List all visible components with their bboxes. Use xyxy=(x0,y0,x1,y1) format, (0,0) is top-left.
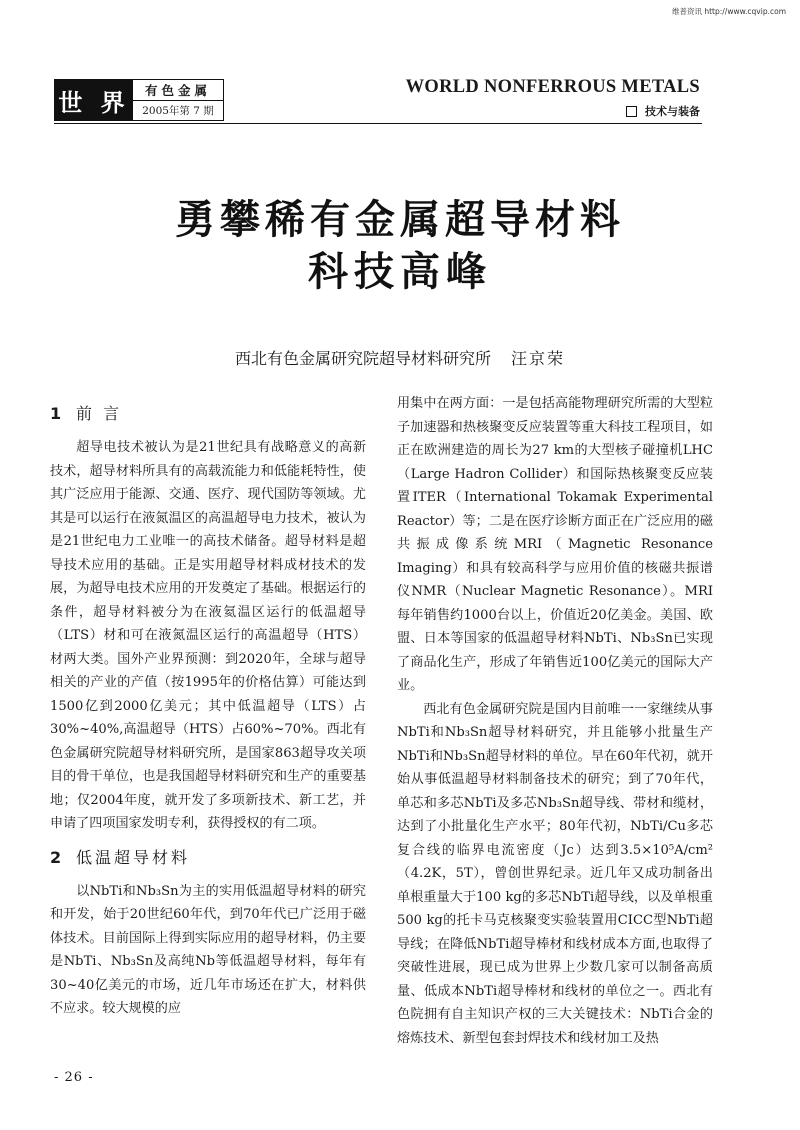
author: 汪京荣 xyxy=(511,349,566,368)
square-icon xyxy=(626,106,637,117)
article-title-line-2: 科技高峰 xyxy=(308,248,492,295)
section-title: 低温超导材料 xyxy=(76,847,191,867)
byline xyxy=(0,346,800,369)
section-number: 1 xyxy=(50,404,62,423)
masthead-info xyxy=(133,80,223,120)
paragraph: 超导电技术被认为是21世纪具有战略意义的高新技术，超导材料所具有的高载流能力和低能耗特性，使其广泛应用于能源、交通、医疗、现代国防等领域。尤其是可以运行在液氮温区的高温超导电力技术，被认为是21世纪电力工业唯一的高技术储备。超导材料是超导技术应用的基础。正是实用超导材料成材技术的发展，为超导电技术应用的开发奠定了基础。根据运行的条件，超导材料被分为在液氦温区运行的低温超导（LTS）材和可在液氮温区运行的高温超导（HTS）材两大类。国外产业界预测：到2020年，全球与超导相关的产业的产值（按1995年的价格估算）可能达到1500亿到2000亿美元；其中低温超导（LTS）占30%~40%,高温超导（HTS）占60%~70%。西北有色金属研究院超导材料研究所，是国家863超导攻关项目的骨干单位，也是我国超导材料研究和生产的重要基地；仅2004年度，就开发了多项新技术、新工艺，并申请了四项国家发明专利，获得授权的有二项。 xyxy=(50,440,366,831)
article-title-line-1: 勇攀稀有金属超导材料 xyxy=(175,196,625,243)
english-journal-title: WORLD NONFERROUS METALS xyxy=(405,77,700,97)
masthead-logo xyxy=(54,79,224,121)
section-number: 2 xyxy=(50,847,62,867)
section-heading xyxy=(50,844,366,872)
paragraph: 以NbTi和Nb₃Sn为主的实用低温超导材料的研究和开发，始于20世纪60年代，到70年代已广泛用于磁体技术。目前国际上得到实际应用的超导材料，仍主要是NbTi、Nb₃Sn及高纯Nb等低温超导材料，每年有30~40亿美元的市场，近几年市场还在扩大，材料供不应求。较大规模的应 xyxy=(50,883,366,1016)
institution: 西北有色金属研究院超导材料研究所 xyxy=(234,349,491,368)
masthead-world: 世 界 xyxy=(55,80,133,120)
section-heading xyxy=(50,400,366,428)
issue-number: 2005年第 7 期 xyxy=(142,104,214,117)
right-column xyxy=(397,392,713,1050)
section-title: 前 言 xyxy=(76,404,123,423)
paragraph: 西北有色金属研究院是国内目前唯一一家继续从事NbTi和Nb₃Sn超导材料研究，并且能够小批量生产NbTi和Nb₃Sn超导材料的单位。早在60年代初，就开始从事低温超导材料制备技术的研究；到了70年代，单芯和多芯NbTi及多芯Nb₃Sn超导线、带材和缆材，达到了小批量化生产水平；80年代初，NbTi/Cu多芯复合线的临界电流密度（Jc）达到3.5×10⁵A/cm²（4.2K，5T），曾创世界纪录。近几年又成功制备出单根重量大于100 kg的多芯NbTi超导线，以及单根重500 kg的托卡马克核聚变实验装置用CICC型NbTi超导线；在降低NbTi超导棒材和线材成本方面,也取得了突破性进展，现已成为世界上少数几家可以制备高质量、低成本NbTi超导棒材和线材的单位之一。西北有色院拥有自主知识产权的三大关键技术：NbTi合金的熔炼技术、新型包套封焊技术和线材加工及热 xyxy=(397,701,713,1046)
left-column xyxy=(50,392,366,1021)
header-divider xyxy=(54,123,702,124)
column-label: 技术与装备 xyxy=(645,105,700,118)
paragraph: 用集中在两方面：一是包括高能物理研究所需的大型粒子加速器和热核聚变反应装置等重大科技工程项目，如正在欧洲建造的周长为27 km的大型核子碰撞机LHC（Large Hadron Collider）和国际热核聚变反应装置ITER（International Tokamak Experimental Reactor）等；二是在医疗诊断方面正在广泛应用的磁共振成像系统MRI（Magnetic Resonance Imaging）和具有较高科学与应用价值的核磁共振谱仪NMR（Nuclear Magnetic Resonance）。MRI每年销售约1000台以上，价值近20亿美金。美国、欧盟、日本等国家的低温超导材料NbTi、Nb₃Sn已实现了商品化生产，形成了年销售近100亿美元的国际大产业。 xyxy=(397,396,713,693)
page-number: - 26 - xyxy=(54,1070,94,1085)
magazine-name: 有色金属 xyxy=(133,80,223,101)
watermark: 维普资讯 http://www.cqvip.com xyxy=(671,7,786,16)
column-tag xyxy=(626,103,700,119)
